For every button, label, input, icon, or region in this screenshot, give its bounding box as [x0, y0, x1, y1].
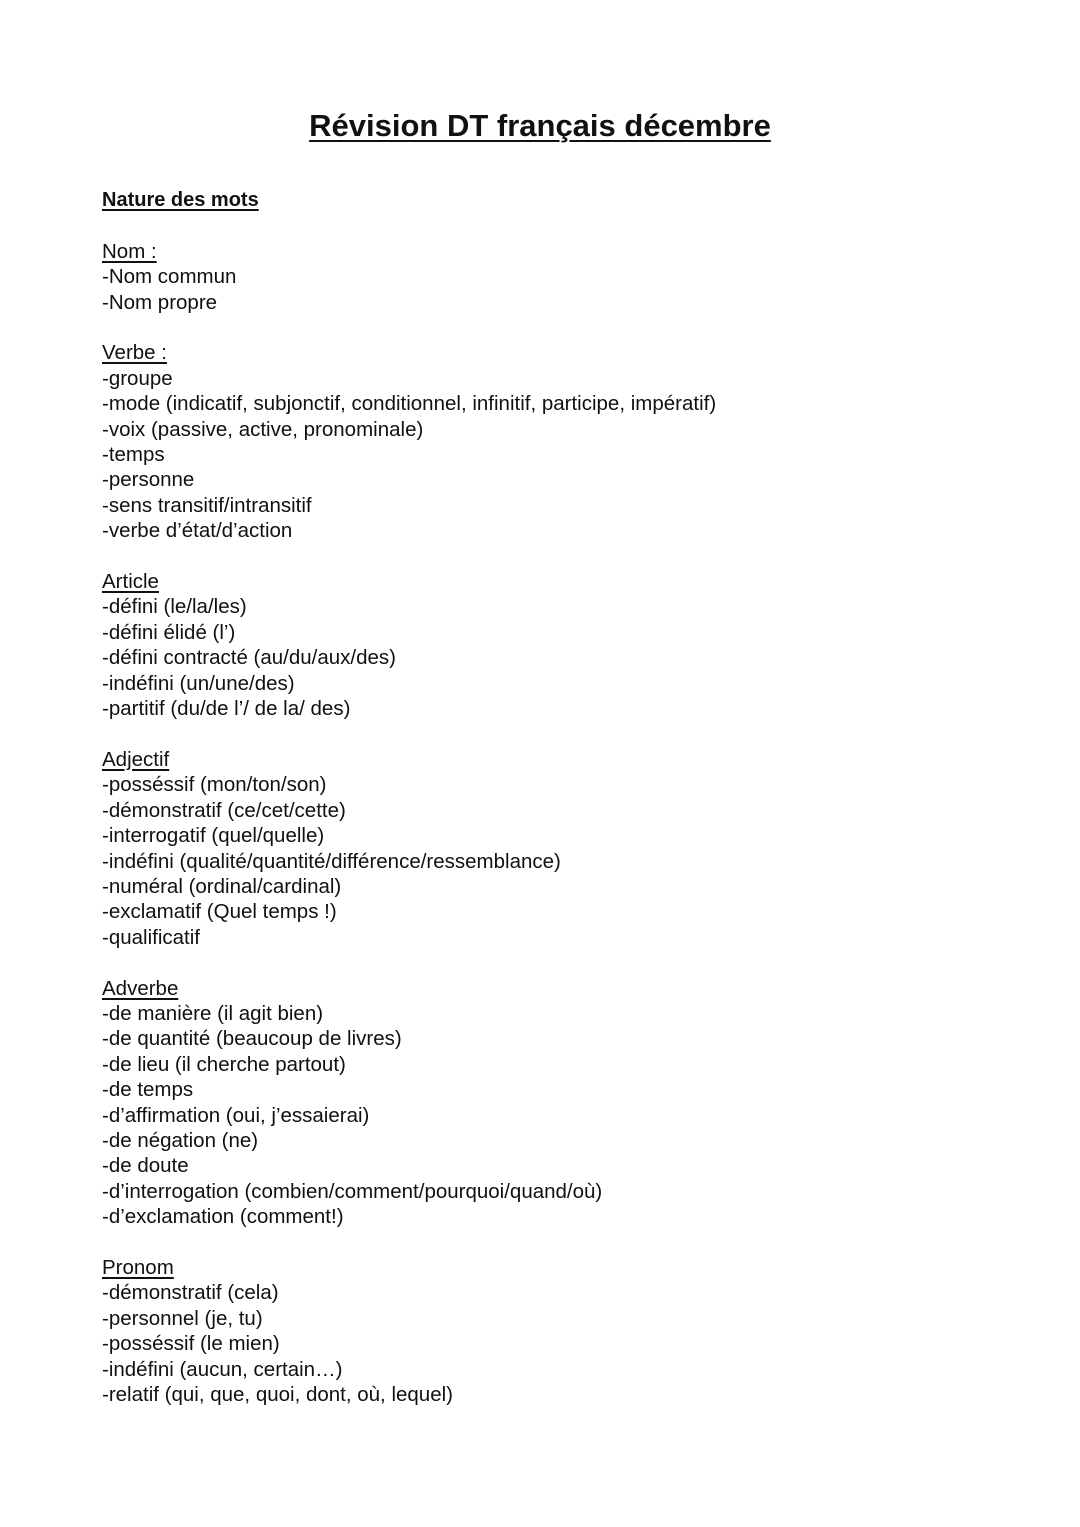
list-item: -de négation (ne)	[102, 1128, 259, 1152]
list-item: -interrogatif (quel/quelle)	[102, 824, 325, 848]
list-item: -mode (indicatif, subjonctif, conditionnel, infinitif, participe, impératif)	[102, 392, 717, 416]
list-item: -groupe	[102, 366, 173, 390]
list-item: -défini (le/la/les)	[102, 595, 247, 619]
list-item: -personne	[102, 468, 195, 492]
category-group	[102, 1255, 1002, 1407]
category-heading: Nom :	[102, 239, 157, 263]
list-item: -sens transitif/intransitif	[102, 493, 312, 517]
list-item: -défini contracté (au/du/aux/des)	[102, 646, 396, 670]
list-item: -Nom propre	[102, 290, 218, 314]
list-item: -de lieu (il cherche partout)	[102, 1052, 346, 1076]
list-item: -posséssif (le mien)	[102, 1332, 280, 1356]
list-item: -de temps	[102, 1078, 194, 1102]
list-item: -Nom commun	[102, 265, 237, 289]
list-item: -d’exclamation (comment!)	[102, 1205, 344, 1229]
category-group	[102, 976, 1002, 1230]
list-item: -partitif (du/de l’/ de la/ des)	[102, 697, 351, 721]
list-item: -indéfini (aucun, certain…)	[102, 1357, 343, 1381]
category-list	[102, 264, 1002, 315]
category-list	[102, 594, 1002, 721]
list-item: -temps	[102, 443, 165, 467]
category-group	[102, 239, 1002, 315]
list-item: -qualificatif	[102, 925, 200, 949]
category-list	[102, 366, 1002, 544]
list-item: -exclamatif (Quel temps !)	[102, 900, 337, 924]
category-group	[102, 747, 1002, 950]
list-item: -personnel (je, tu)	[102, 1306, 263, 1330]
list-item: -relatif (qui, que, quoi, dont, où, lequel)	[102, 1383, 453, 1406]
list-item: -d’interrogation (combien/comment/pourquoi/quand/où)	[102, 1179, 603, 1203]
section-title: Nature des mots	[102, 189, 259, 211]
list-item: -défini élidé (l’)	[102, 620, 236, 644]
category-group	[102, 340, 1002, 543]
list-item: -posséssif (mon/ton/son)	[102, 773, 327, 797]
list-item: -verbe d’état/d’action	[102, 519, 293, 543]
document-body	[102, 188, 1002, 1433]
word-category-groups	[102, 239, 1002, 1408]
list-item: -indéfini (un/une/des)	[102, 671, 295, 695]
category-heading: Pronom	[102, 1255, 174, 1279]
category-heading: Article	[102, 570, 159, 594]
category-heading: Adjectif	[102, 747, 170, 771]
list-item: -de manière (il agit bien)	[102, 1001, 324, 1025]
category-group	[102, 569, 1002, 721]
category-list	[102, 1280, 1002, 1407]
list-item: -de doute	[102, 1154, 189, 1178]
list-item: -d’affirmation (oui, j’essaierai)	[102, 1103, 370, 1127]
list-item: -de quantité (beaucoup de livres)	[102, 1027, 402, 1051]
category-list	[102, 772, 1002, 950]
category-list	[102, 1001, 1002, 1230]
list-item: -démonstratif (cela)	[102, 1281, 279, 1305]
list-item: -numéral (ordinal/cardinal)	[102, 874, 342, 898]
category-heading: Adverbe	[102, 976, 179, 1000]
list-item: -voix (passive, active, pronominale)	[102, 417, 424, 441]
list-item: -démonstratif (ce/cet/cette)	[102, 798, 346, 822]
list-item: -indéfini (qualité/quantité/différence/ressemblance)	[102, 849, 561, 873]
category-heading: Verbe :	[102, 341, 167, 365]
document-title: Révision DT français décembre	[309, 108, 771, 143]
